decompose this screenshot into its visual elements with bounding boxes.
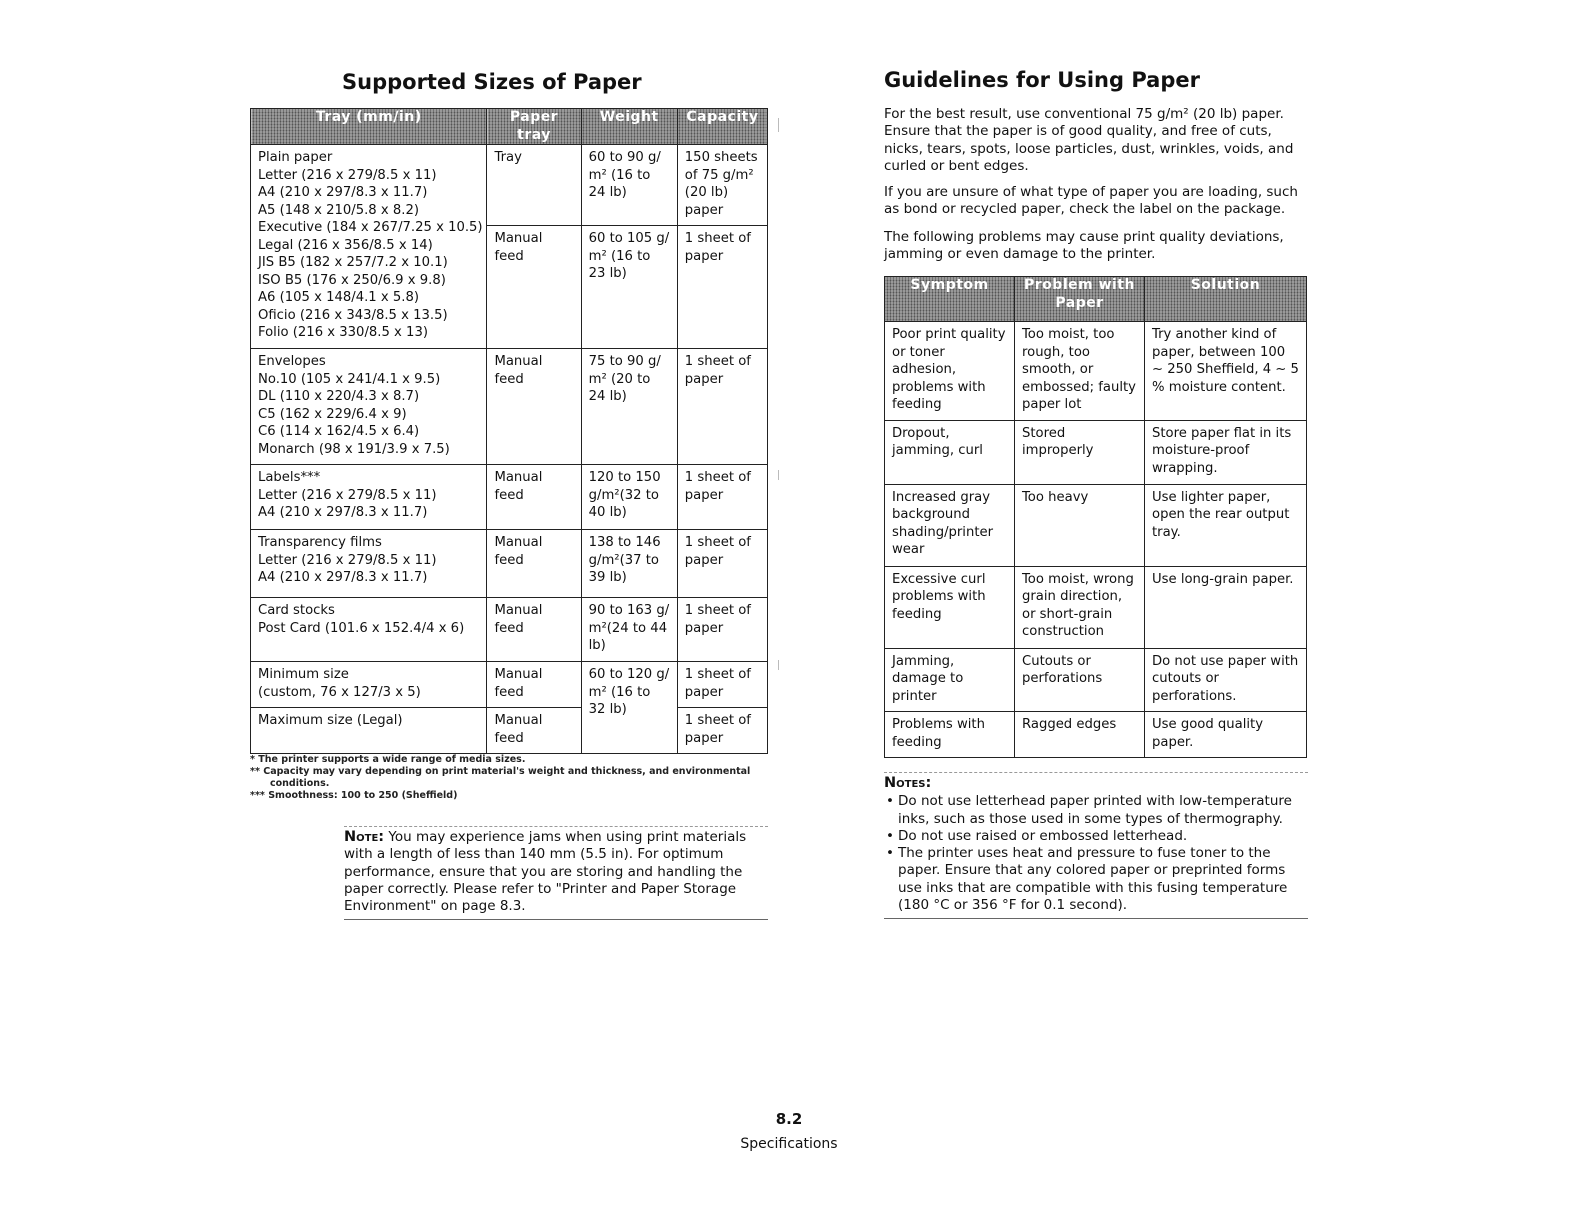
weight-cell: 60 to 120 g/ m² (16 to 32 lb) [581, 662, 677, 754]
table-row [251, 662, 768, 708]
symptom-cell: Poor print quality or toner adhesion, problems with feeding [885, 322, 1015, 421]
header-capacity: Capacity [677, 109, 767, 145]
table-header-row [885, 277, 1307, 322]
symptom-cell: Increased gray background shading/printer wear [885, 484, 1015, 566]
footnote: * The printer supports a wide range of media sizes. [250, 754, 526, 765]
symptom-cell: Problems with feeding [885, 712, 1015, 758]
solution-cell: Store paper flat in its moisture-proof wrapping. [1145, 420, 1307, 484]
tray-cell: Tray [487, 145, 581, 226]
symptom-cell: Dropout, jamming, curl [885, 420, 1015, 484]
paper-type-cell: Maximum size (Legal) [251, 708, 487, 754]
notes-box [884, 772, 1308, 919]
paragraph: If you are unsure of what type of paper you are loading, such as bond or recycled paper, check the label on the package. [884, 184, 1298, 218]
header-weight: Weight [581, 109, 677, 145]
list-item: • Do not use raised or embossed letterhead. [898, 828, 1308, 845]
solution-cell: Use lighter paper, open the rear output tray. [1145, 484, 1307, 566]
capacity-cell: 1 sheet of paper [677, 662, 767, 708]
paper-type-cell: Labels*** Letter (216 x 279/8.5 x 11) A4 (210 x 297/8.3 x 11.7) [251, 465, 487, 530]
notes-label: Notes: [884, 775, 932, 791]
footnote: *** Smoothness: 100 to 250 (Sheffield) [250, 790, 458, 801]
table-row [885, 322, 1307, 421]
section-title-guidelines: Guidelines for Using Paper [884, 68, 1200, 92]
note-label: Note: [344, 829, 385, 845]
problem-cell: Stored improperly [1015, 420, 1145, 484]
scan-mark [778, 660, 779, 670]
paper-type-cell: Transparency films Letter (216 x 279/8.5 x 11) A4 (210 x 297/8.3 x 11.7) [251, 530, 487, 598]
paper-type-cell: Plain paper Letter (216 x 279/8.5 x 11) A4 (210 x 297/8.3 x 11.7) A5 (148 x 210/5.8 x 8.2) Executive (184 x 267/7.25 x 10.5) Legal (216 x 356/8.5 x 14) JIS B5 (182 x 257/7.2 x 10.1) ISO B5 (176 x 250/6.9 x 9.8) A6 (105 x 148/4.1 x 5.8) Oficio (216 x 343/8.5 x 13.5) Folio (216 x 330/8.5 x 13) [251, 145, 487, 349]
notes-list [884, 793, 1308, 914]
tray-cell: Manual feed [487, 465, 581, 530]
weight-cell: 90 to 163 g/ m²(24 to 44 lb) [581, 598, 677, 662]
table-row [885, 420, 1307, 484]
paper-problems-table [884, 276, 1307, 758]
paper-sizes-table [250, 108, 768, 754]
header-paper-tray: Paper tray [487, 109, 581, 145]
weight-cell: 138 to 146 g/m²(37 to 39 lb) [581, 530, 677, 598]
table-row [885, 566, 1307, 648]
table-header-row [251, 109, 768, 145]
tray-cell: Manual feed [487, 530, 581, 598]
note-text: You may experience jams when using print materials with a length of less than 140 mm (5.5 in). For optimum performance, ensure that you are storing and handling the paper correctly. Please refer to "Printer and Paper Storage Environment" on page 8.3. [344, 829, 747, 915]
problem-cell: Too moist, too rough, too smooth, or embossed; faulty paper lot [1015, 322, 1145, 421]
header-solution: Solution [1145, 277, 1307, 322]
scan-mark [778, 470, 779, 480]
page-number: 8.2 [775, 1110, 803, 1128]
tray-cell: Manual feed [487, 349, 581, 465]
table-row [885, 648, 1307, 712]
problem-cell: Ragged edges [1015, 712, 1145, 758]
list-item: • Do not use letterhead paper printed with low-temperature inks, such as those used in some types of thermography. [898, 793, 1308, 828]
paper-type-cell: Envelopes No.10 (105 x 241/4.1 x 9.5) DL (110 x 220/4.3 x 8.7) C5 (162 x 229/6.4 x 9) C6 (114 x 162/4.5 x 6.4) Monarch (98 x 191/3.9 x 7.5) [251, 349, 487, 465]
section-title-supported-sizes: Supported Sizes of Paper [342, 70, 642, 94]
problem-cell: Too heavy [1015, 484, 1145, 566]
weight-cell: 120 to 150 g/m²(32 to 40 lb) [581, 465, 677, 530]
footnote: ** Capacity may vary depending on print material's weight and thickness, and environmental conditions. [250, 766, 751, 789]
table-row [251, 708, 768, 754]
page-section-name: Specifications [740, 1136, 838, 1152]
paper-type-cell: Minimum size (custom, 76 x 127/3 x 5) [251, 662, 487, 708]
capacity-cell: 1 sheet of paper [677, 530, 767, 598]
capacity-cell: 1 sheet of paper [677, 465, 767, 530]
tray-cell: Manual feed [487, 662, 581, 708]
capacity-cell: 150 sheets of 75 g/m² (20 lb) paper [677, 145, 767, 226]
table-row [251, 349, 768, 465]
scan-mark [778, 118, 779, 132]
solution-cell: Use good quality paper. [1145, 712, 1307, 758]
capacity-cell: 1 sheet of paper [677, 226, 767, 349]
symptom-cell: Jamming, damage to printer [885, 648, 1015, 712]
table-row [885, 712, 1307, 758]
header-symptom: Symptom [885, 277, 1015, 322]
tray-cell: Manual feed [487, 708, 581, 754]
table-row [885, 484, 1307, 566]
table-row [251, 598, 768, 662]
note-box [344, 826, 768, 920]
paragraph: For the best result, use conventional 75 g/m² (20 lb) paper. Ensure that the paper is of good quality, and free of cuts, nicks, tears, spots, loose particles, dust, wrinkles, voids, and curled or bent edges. [884, 106, 1294, 174]
weight-cell: 60 to 105 g/ m² (16 to 23 lb) [581, 226, 677, 349]
tray-cell: Manual feed [487, 598, 581, 662]
table-footnotes [250, 754, 770, 802]
solution-cell: Try another kind of paper, between 100 ~ 250 Sheffield, 4 ~ 5 % moisture content. [1145, 322, 1307, 421]
paper-type-cell: Card stocks Post Card (101.6 x 152.4/4 x 6) [251, 598, 487, 662]
table-row [251, 530, 768, 598]
table-row [251, 145, 768, 226]
solution-cell: Do not use paper with cutouts or perforations. [1145, 648, 1307, 712]
header-problem: Problem with Paper [1015, 277, 1145, 322]
table-row [251, 465, 768, 530]
capacity-cell: 1 sheet of paper [677, 349, 767, 465]
list-item: • The printer uses heat and pressure to fuse toner to the paper. Ensure that any colored paper or preprinted forms use inks that are compatible with this fusing temperature (180 °C or 356 °F for 0.1 second). [898, 845, 1308, 914]
problem-cell: Cutouts or perforations [1015, 648, 1145, 712]
weight-cell: 75 to 90 g/ m² (20 to 24 lb) [581, 349, 677, 465]
capacity-cell: 1 sheet of paper [677, 598, 767, 662]
tray-cell: Manual feed [487, 226, 581, 349]
capacity-cell: 1 sheet of paper [677, 708, 767, 754]
header-type: Tray (mm/in) [251, 109, 487, 145]
paragraph: The following problems may cause print quality deviations, jamming or even damage to the printer. [884, 229, 1284, 263]
symptom-cell: Excessive curl problems with feeding [885, 566, 1015, 648]
solution-cell: Use long-grain paper. [1145, 566, 1307, 648]
problem-cell: Too moist, wrong grain direction, or short-grain construction [1015, 566, 1145, 648]
weight-cell: 60 to 90 g/ m² (16 to 24 lb) [581, 145, 677, 226]
